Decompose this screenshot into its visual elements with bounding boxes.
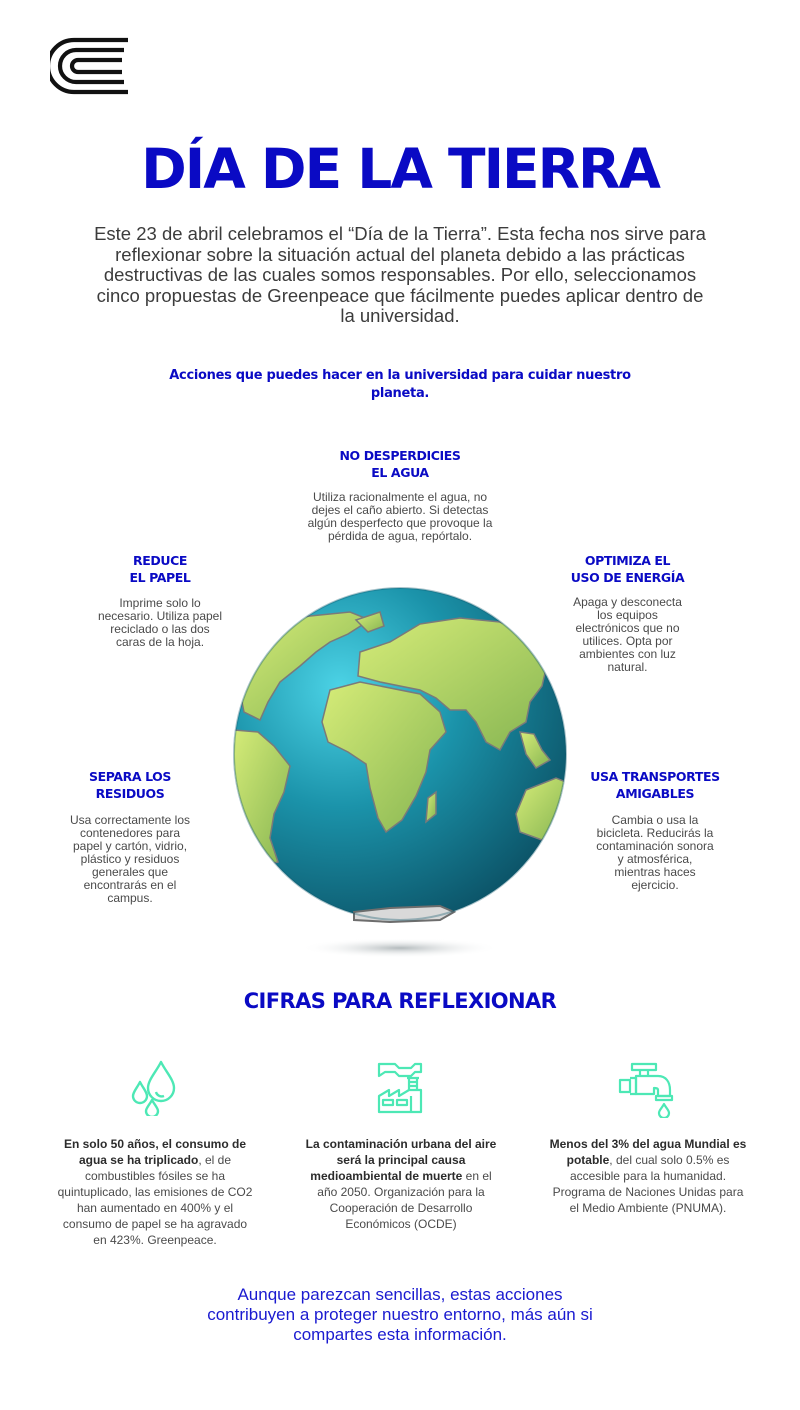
- action-title: [65, 768, 195, 802]
- action-title-line: SEPARA LOS: [88, 769, 172, 784]
- action-reduce-papel: [95, 552, 225, 649]
- page-title: DÍA DE LA TIERRA: [141, 137, 659, 201]
- action-text: Apaga y desconecta los equipos electrónicos que no utilices. Opta por ambientes con luz natural.: [573, 595, 682, 674]
- action-title-line: RESIDUOS: [95, 786, 165, 801]
- action-text: Usa correctamente los contenedores para papel y cartón, vidrio, plástico y residuos generales que encontrarás en el campus.: [69, 813, 191, 905]
- stat-contaminacion-aire: [305, 1136, 497, 1232]
- action-title-line: USO DE ENERGÍA: [570, 570, 685, 585]
- action-title-line: EL PAPEL: [129, 570, 191, 585]
- action-title-line: OPTIMIZA EL: [584, 553, 671, 568]
- action-title-line: USA TRANSPORTES: [590, 769, 720, 784]
- university-logo: [50, 36, 132, 96]
- intro-paragraph: Este 23 de abril celebramos el “Día de la Tierra”. Esta fecha nos sirve para reflexionar sobre la situación actual del planeta debido a las prácticas destructivas de las cuales somos responsables. Por ello, seleccionamos cinco propuestas de Greenpeace que fácilmente puedes aplicar dentro de la universidad.: [94, 223, 706, 326]
- action-title-line: REDUCE: [132, 553, 187, 568]
- stat-text: en el año 2050. Organización para la Cooperación de Desarrollo Económicos (OCDE): [317, 1169, 492, 1231]
- action-optimiza-energia: [560, 552, 695, 674]
- action-title: [560, 552, 695, 586]
- faucet-icon: [618, 1060, 678, 1123]
- action-transportes-amigables: [585, 768, 725, 892]
- action-no-desperdicies-agua: [300, 447, 500, 543]
- stat-agua-potable: [548, 1136, 748, 1216]
- action-text: Utiliza racionalmente el agua, no dejes el caño abierto. Si detectas algún desperfecto que provoque la pérdida de agua, repórtalo.: [307, 490, 493, 543]
- action-title: [300, 447, 500, 481]
- action-title: [95, 552, 225, 586]
- stat-highlight: La contaminación urbana del aire será la principal causa medioambiental de muerte: [305, 1137, 497, 1183]
- earth-globe-illustration: [230, 582, 570, 962]
- stat-text: , el de combustibles fósiles se ha quintuplicado, las emisiones de CO2 han aumentado en 400% y el consumo de papel se ha agravado en 423%. Greenpeace.: [57, 1153, 253, 1247]
- action-title: [585, 768, 725, 802]
- stat-agua-consumo: [55, 1136, 255, 1248]
- closing-message: Aunque parezcan sencillas, estas acciones contribuyen a proteger nuestro entorno, más aún si compartes esta información.: [207, 1285, 593, 1344]
- water-drops-icon: [128, 1058, 180, 1121]
- action-title-line: EL AGUA: [371, 465, 429, 480]
- action-title-line: AMIGABLES: [615, 786, 695, 801]
- stat-text: , del cual solo 0.5% es accesible para la humanidad. Programa de Naciones Unidas para el Medio Ambiente (PNUMA).: [552, 1153, 744, 1215]
- stat-highlight: Menos del 3% del agua Mundial es potable: [549, 1137, 747, 1167]
- action-title-line: NO DESPERDICIES: [339, 448, 461, 463]
- cifras-title: CIFRAS PARA REFLEXIONAR: [243, 989, 557, 1013]
- action-text: Imprime solo lo necesario. Utiliza papel reciclado o las dos caras de la hoja.: [97, 596, 223, 649]
- action-separa-residuos: [65, 768, 195, 905]
- actions-subtitle: Acciones que puedes hacer en la universidad para cuidar nuestro planeta.: [169, 368, 631, 401]
- stat-highlight: En solo 50 años, el consumo de agua se ha triplicado: [63, 1137, 247, 1167]
- action-text: Cambia o usa la bicicleta. Reducirás la contaminación sonora y atmosférica, mientras haces ejercicio.: [596, 813, 714, 892]
- factory-icon: [375, 1060, 425, 1119]
